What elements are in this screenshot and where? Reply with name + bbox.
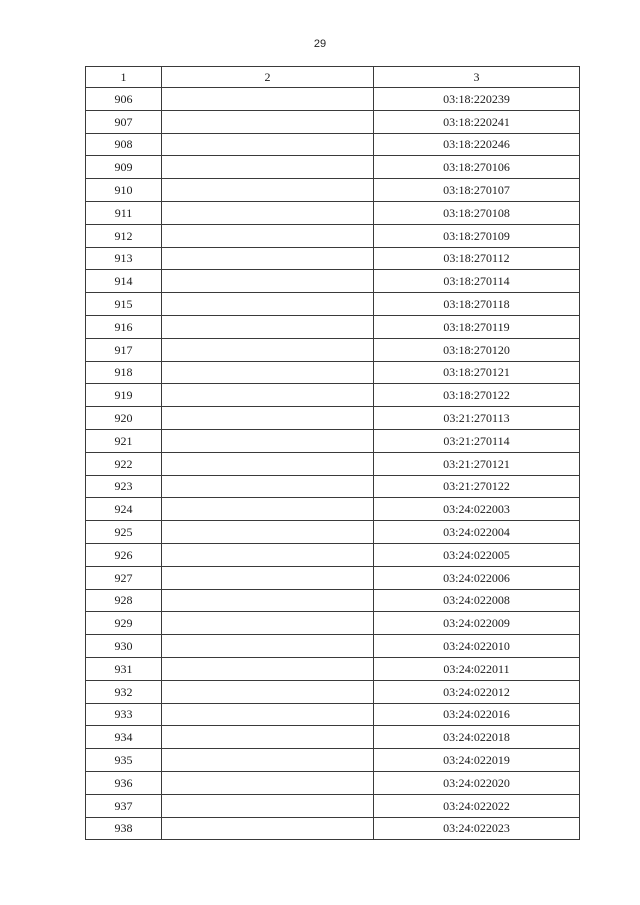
row-number-cell: 927 <box>86 566 162 589</box>
empty-cell <box>162 361 374 384</box>
table-row <box>86 589 580 612</box>
empty-cell <box>162 110 374 133</box>
table-row <box>86 452 580 475</box>
code-cell: 03:21:270122 <box>374 475 580 498</box>
row-number-cell: 913 <box>86 247 162 270</box>
empty-cell <box>162 521 374 544</box>
row-number-cell: 909 <box>86 156 162 179</box>
table-row <box>86 680 580 703</box>
row-number-cell: 916 <box>86 315 162 338</box>
table-row <box>86 612 580 635</box>
empty-cell <box>162 566 374 589</box>
code-cell: 03:24:022020 <box>374 771 580 794</box>
table-row <box>86 817 580 840</box>
code-cell: 03:18:270109 <box>374 224 580 247</box>
code-cell: 03:21:270121 <box>374 452 580 475</box>
code-cell: 03:21:270113 <box>374 407 580 430</box>
empty-cell <box>162 429 374 452</box>
row-number-cell: 922 <box>86 452 162 475</box>
code-cell: 03:24:022003 <box>374 498 580 521</box>
code-cell: 03:18:270106 <box>374 156 580 179</box>
code-cell: 03:18:270121 <box>374 361 580 384</box>
code-cell: 03:18:220239 <box>374 88 580 111</box>
table-row <box>86 133 580 156</box>
code-cell: 03:24:022016 <box>374 703 580 726</box>
row-number-cell: 923 <box>86 475 162 498</box>
empty-cell <box>162 703 374 726</box>
table-body <box>86 88 580 840</box>
row-number-cell: 930 <box>86 635 162 658</box>
table-row <box>86 384 580 407</box>
empty-cell <box>162 293 374 316</box>
row-number-cell: 934 <box>86 726 162 749</box>
empty-cell <box>162 543 374 566</box>
row-number-cell: 936 <box>86 771 162 794</box>
table-row <box>86 201 580 224</box>
empty-cell <box>162 475 374 498</box>
empty-cell <box>162 179 374 202</box>
empty-cell <box>162 133 374 156</box>
code-cell: 03:21:270114 <box>374 429 580 452</box>
code-cell: 03:24:022011 <box>374 657 580 680</box>
row-number-cell: 908 <box>86 133 162 156</box>
table-row <box>86 293 580 316</box>
column-header-3: 3 <box>374 67 580 88</box>
row-number-cell: 931 <box>86 657 162 680</box>
table-row <box>86 315 580 338</box>
row-number-cell: 921 <box>86 429 162 452</box>
code-cell: 03:18:270107 <box>374 179 580 202</box>
code-cell: 03:18:270118 <box>374 293 580 316</box>
table-row <box>86 726 580 749</box>
table-row <box>86 794 580 817</box>
column-header-2: 2 <box>162 67 374 88</box>
row-number-cell: 906 <box>86 88 162 111</box>
empty-cell <box>162 201 374 224</box>
row-number-cell: 914 <box>86 270 162 293</box>
table-row <box>86 88 580 111</box>
empty-cell <box>162 338 374 361</box>
empty-cell <box>162 270 374 293</box>
table-row <box>86 543 580 566</box>
row-number-cell: 933 <box>86 703 162 726</box>
empty-cell <box>162 771 374 794</box>
row-number-cell: 938 <box>86 817 162 840</box>
table-row <box>86 749 580 772</box>
table-row <box>86 521 580 544</box>
row-number-cell: 935 <box>86 749 162 772</box>
code-cell: 03:24:022012 <box>374 680 580 703</box>
row-number-cell: 925 <box>86 521 162 544</box>
row-number-cell: 910 <box>86 179 162 202</box>
code-cell: 03:24:022010 <box>374 635 580 658</box>
empty-cell <box>162 657 374 680</box>
row-number-cell: 911 <box>86 201 162 224</box>
column-header-1: 1 <box>86 67 162 88</box>
code-cell: 03:18:270122 <box>374 384 580 407</box>
table-header-row <box>86 67 580 88</box>
row-number-cell: 915 <box>86 293 162 316</box>
table-header <box>86 67 580 88</box>
empty-cell <box>162 247 374 270</box>
row-number-cell: 932 <box>86 680 162 703</box>
table-row <box>86 407 580 430</box>
empty-cell <box>162 407 374 430</box>
code-cell: 03:18:270119 <box>374 315 580 338</box>
empty-cell <box>162 817 374 840</box>
row-number-cell: 919 <box>86 384 162 407</box>
empty-cell <box>162 680 374 703</box>
table-row <box>86 657 580 680</box>
table-row <box>86 247 580 270</box>
empty-cell <box>162 749 374 772</box>
row-number-cell: 937 <box>86 794 162 817</box>
empty-cell <box>162 612 374 635</box>
table-row <box>86 270 580 293</box>
code-cell: 03:18:270112 <box>374 247 580 270</box>
row-number-cell: 920 <box>86 407 162 430</box>
empty-cell <box>162 794 374 817</box>
code-cell: 03:18:220241 <box>374 110 580 133</box>
code-cell: 03:24:022009 <box>374 612 580 635</box>
page-number: 29 <box>313 38 327 50</box>
row-number-cell: 917 <box>86 338 162 361</box>
table-row <box>86 179 580 202</box>
table-row <box>86 703 580 726</box>
table-row <box>86 635 580 658</box>
empty-cell <box>162 88 374 111</box>
row-number-cell: 926 <box>86 543 162 566</box>
empty-cell <box>162 156 374 179</box>
empty-cell <box>162 384 374 407</box>
table-row <box>86 566 580 589</box>
code-cell: 03:18:270114 <box>374 270 580 293</box>
table-row <box>86 475 580 498</box>
code-cell: 03:18:220246 <box>374 133 580 156</box>
table-row <box>86 498 580 521</box>
code-cell: 03:18:270120 <box>374 338 580 361</box>
row-number-cell: 924 <box>86 498 162 521</box>
empty-cell <box>162 315 374 338</box>
table-row <box>86 361 580 384</box>
table-row <box>86 110 580 133</box>
code-cell: 03:24:022005 <box>374 543 580 566</box>
row-number-cell: 928 <box>86 589 162 612</box>
empty-cell <box>162 498 374 521</box>
code-cell: 03:24:022008 <box>374 589 580 612</box>
row-number-cell: 912 <box>86 224 162 247</box>
table-row <box>86 771 580 794</box>
table-row <box>86 156 580 179</box>
code-cell: 03:24:022006 <box>374 566 580 589</box>
table-row <box>86 224 580 247</box>
data-table <box>85 66 580 840</box>
code-cell: 03:24:022004 <box>374 521 580 544</box>
empty-cell <box>162 589 374 612</box>
row-number-cell: 918 <box>86 361 162 384</box>
empty-cell <box>162 726 374 749</box>
empty-cell <box>162 452 374 475</box>
row-number-cell: 929 <box>86 612 162 635</box>
table-row <box>86 338 580 361</box>
table-row <box>86 429 580 452</box>
row-number-cell: 907 <box>86 110 162 133</box>
code-cell: 03:24:022023 <box>374 817 580 840</box>
code-cell: 03:18:270108 <box>374 201 580 224</box>
code-cell: 03:24:022018 <box>374 726 580 749</box>
code-cell: 03:24:022019 <box>374 749 580 772</box>
code-cell: 03:24:022022 <box>374 794 580 817</box>
empty-cell <box>162 224 374 247</box>
empty-cell <box>162 635 374 658</box>
